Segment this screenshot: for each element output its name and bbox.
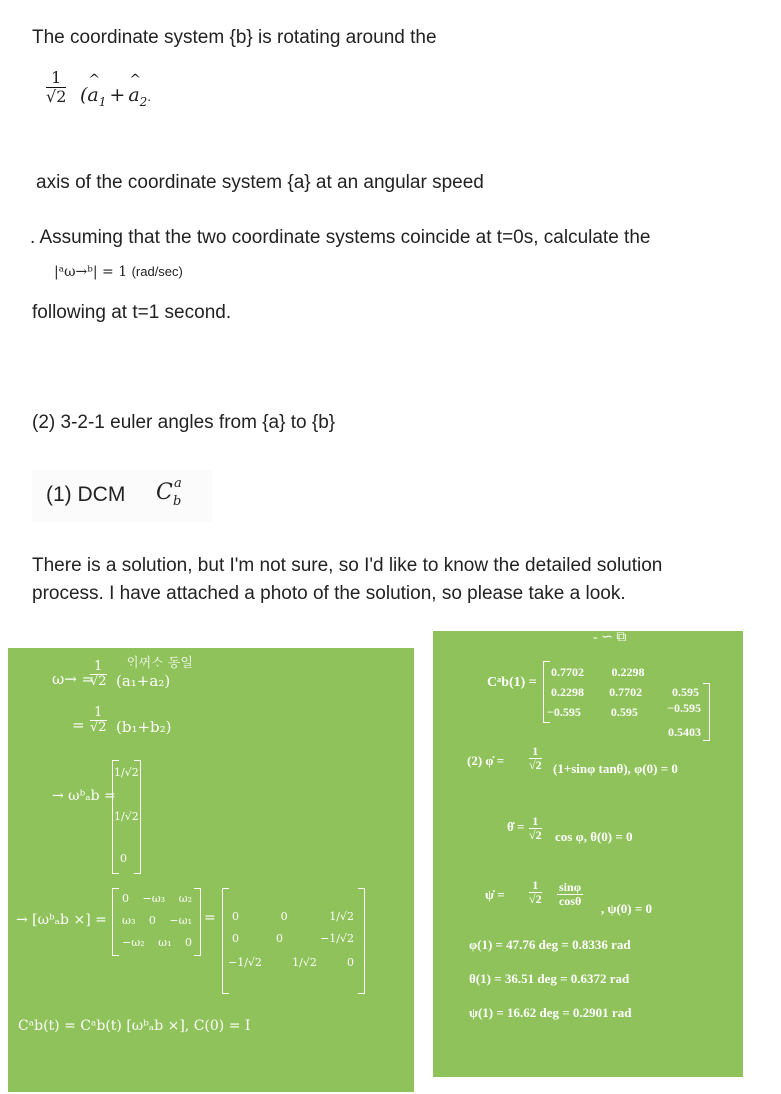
num-r1-c2: 0 [280, 910, 288, 923]
skew-r2-c2: 0 [148, 914, 156, 927]
c1-r2-c2: 0.7702 [609, 685, 643, 699]
skew-r3-c3: 0 [185, 936, 192, 949]
skew-r2-c1: ω₃ [122, 914, 136, 927]
eq2-den: √2 [90, 719, 107, 735]
c1-r2-c3: −0.595 [667, 701, 701, 715]
eq1-fraction [90, 660, 107, 689]
c1-label: Cᵃb(1) = [487, 675, 537, 690]
theta-eq-rhs: cos φ, θ(0) = 0 [555, 829, 633, 844]
korean-note: ᄋᆡᄭᅥᄉᆞ 동일 [126, 656, 193, 671]
axis-dot: . [147, 90, 152, 104]
vec-entry-3: 0 [120, 852, 127, 865]
skew-r2-c3: −ω₁ [169, 914, 192, 927]
num-row-1 [232, 910, 354, 923]
skew-row-2 [122, 914, 192, 927]
theta-eq-lhs: θ̇ = [507, 819, 525, 834]
question-line-4: following at t=1 second. [32, 302, 232, 323]
dcm-sup: a [174, 476, 182, 491]
phi-eq-rhs: (1+sinφ tanθ), φ(0) = 0 [553, 761, 678, 776]
question-line-2: axis of the coordinate system {a} at an angular speed [36, 172, 484, 193]
c1-row-3 [547, 705, 701, 740]
skew-row-3 [122, 936, 192, 949]
c1-right-bracket [703, 683, 710, 741]
result-phi: φ(1) = 47.76 deg = 0.8336 rad [469, 937, 631, 952]
axis-coef-fraction [46, 70, 66, 105]
eq2-fraction [90, 706, 107, 735]
phi-eq-fraction [529, 745, 542, 772]
vec-entry-1: 1/√2 [114, 766, 139, 779]
num-r3-c2: 1/√2 [292, 956, 317, 969]
closing-paragraph: There is a solution, but I'm not sure, so I'd like to know the detailed solution process. I have attached a photo of the solution, so please take a look. [32, 555, 663, 604]
num-r2-c1: 0 [232, 932, 239, 945]
phi-eq-num: 1 [529, 745, 542, 759]
eq1-den: √2 [90, 673, 107, 689]
theta-eq-den: √2 [529, 827, 542, 842]
axis-sub1: 1 [98, 94, 107, 109]
solution-photo-right [433, 631, 743, 1077]
question-line-1: The coordinate system {b} is rotating around the [32, 27, 437, 48]
psi-eq-den: √2 [529, 891, 542, 906]
vec-entry-2: 1/√2 [114, 810, 139, 823]
axis-a2: ^ a [128, 84, 139, 106]
c1-r3-c3: 0.5403 [668, 725, 701, 739]
num-r2-c2: 0 [276, 932, 284, 945]
skew-equals: = [204, 910, 216, 926]
num-r2-c3: −1/√2 [320, 932, 354, 945]
skew-label: → [ωᵇₐb ×] = [16, 912, 107, 928]
num-row-3 [228, 956, 354, 969]
psi-trig-fraction [557, 881, 583, 908]
eq1-rhs: (a₁+a₂) [116, 672, 171, 690]
skew-r1-c1: 0 [122, 892, 129, 905]
skew-right-bracket [194, 888, 201, 956]
c1-r2-c1: 0.2298 [551, 685, 584, 699]
skew-r3-c2: ω₁ [158, 936, 172, 949]
axis-sub2: 2 [139, 94, 148, 109]
phi-eq-lhs: (2) φ̇ = [467, 753, 505, 768]
num-r3-c1: −1/√2 [228, 956, 262, 969]
dcm-symbol: C [156, 480, 173, 505]
psi-frac-num: sinφ [559, 880, 582, 894]
c1-r1-c3: 0.595 [672, 685, 699, 699]
axis-terms [80, 84, 151, 109]
eq1-lhs: ω→ = [52, 670, 95, 688]
question-line-3: . Assuming that the two coordinate systems coincide at t=0s, calculate the [30, 227, 651, 248]
num-right-bracket [358, 888, 365, 994]
skew-r3-c1: −ω₂ [122, 936, 145, 949]
num-row-2 [232, 932, 354, 945]
solution-photo-left [8, 648, 414, 1092]
top-marks: - ∽ ⧉ [593, 631, 627, 645]
phi-eq-den: √2 [529, 757, 542, 772]
skew-left-bracket [112, 888, 119, 956]
c1-r1-c2: 0.2298 [611, 665, 645, 679]
eq1-num: 1 [90, 660, 107, 675]
eq2-lhs: = [72, 716, 85, 734]
axis-coef-num: 1 [46, 70, 66, 88]
psi-eq-lhs: ψ̇ = [485, 887, 505, 902]
num-r1-c1: 0 [232, 910, 239, 923]
skew-r1-c3: ω₂ [178, 892, 192, 905]
question-part-2: (2) 3-2-1 euler angles from {a} to {b} [32, 412, 336, 433]
num-r3-c3: 0 [347, 956, 354, 969]
c1-r3-c1: −0.595 [547, 705, 581, 719]
axis-coef-den: √2 [46, 86, 67, 106]
c1-r1-c1: 0.7702 [551, 665, 584, 679]
dcm-kinematic-eq: Cᵃb(t) = Cᵃb(t) [ωᵇₐb ×], C(0) = I [18, 1018, 251, 1034]
num-left-bracket [222, 888, 229, 994]
psi-eq-rhs: , ψ(0) = 0 [601, 901, 653, 916]
dcm-label-image [32, 470, 212, 522]
omega-lhs: |ᵃω→ᵇ| = 1 [54, 264, 128, 280]
axis-a1: ^ a [87, 84, 98, 106]
psi-eq-fraction [529, 879, 542, 906]
vec-label: → ωᵇₐb = [52, 788, 116, 804]
theta-eq-num: 1 [529, 815, 542, 829]
eq2-num: 1 [90, 706, 107, 721]
result-psi: ψ(1) = 16.62 deg = 0.2901 rad [469, 1005, 632, 1020]
omega-formula [54, 264, 183, 280]
dcm-sub: b [173, 494, 182, 509]
skew-row-1 [122, 892, 192, 905]
axis-plus: + [109, 84, 126, 106]
dcm-label-text: (1) DCM [46, 483, 126, 506]
skew-r1-c2: −ω₃ [142, 892, 166, 905]
result-theta: θ(1) = 36.51 deg = 0.6372 rad [469, 971, 630, 986]
theta-eq-fraction [529, 815, 542, 842]
axis-formula-image [46, 68, 172, 134]
omega-unit: (rad/sec) [131, 264, 183, 279]
num-r1-c3: 1/√2 [329, 910, 354, 923]
psi-eq-num: 1 [529, 879, 542, 893]
axis-lparen: ( [80, 84, 88, 106]
psi-frac-den: cosθ [558, 893, 582, 908]
c1-r3-c2: 0.595 [610, 705, 638, 719]
eq2-rhs: (b₁+b₂) [116, 718, 172, 736]
